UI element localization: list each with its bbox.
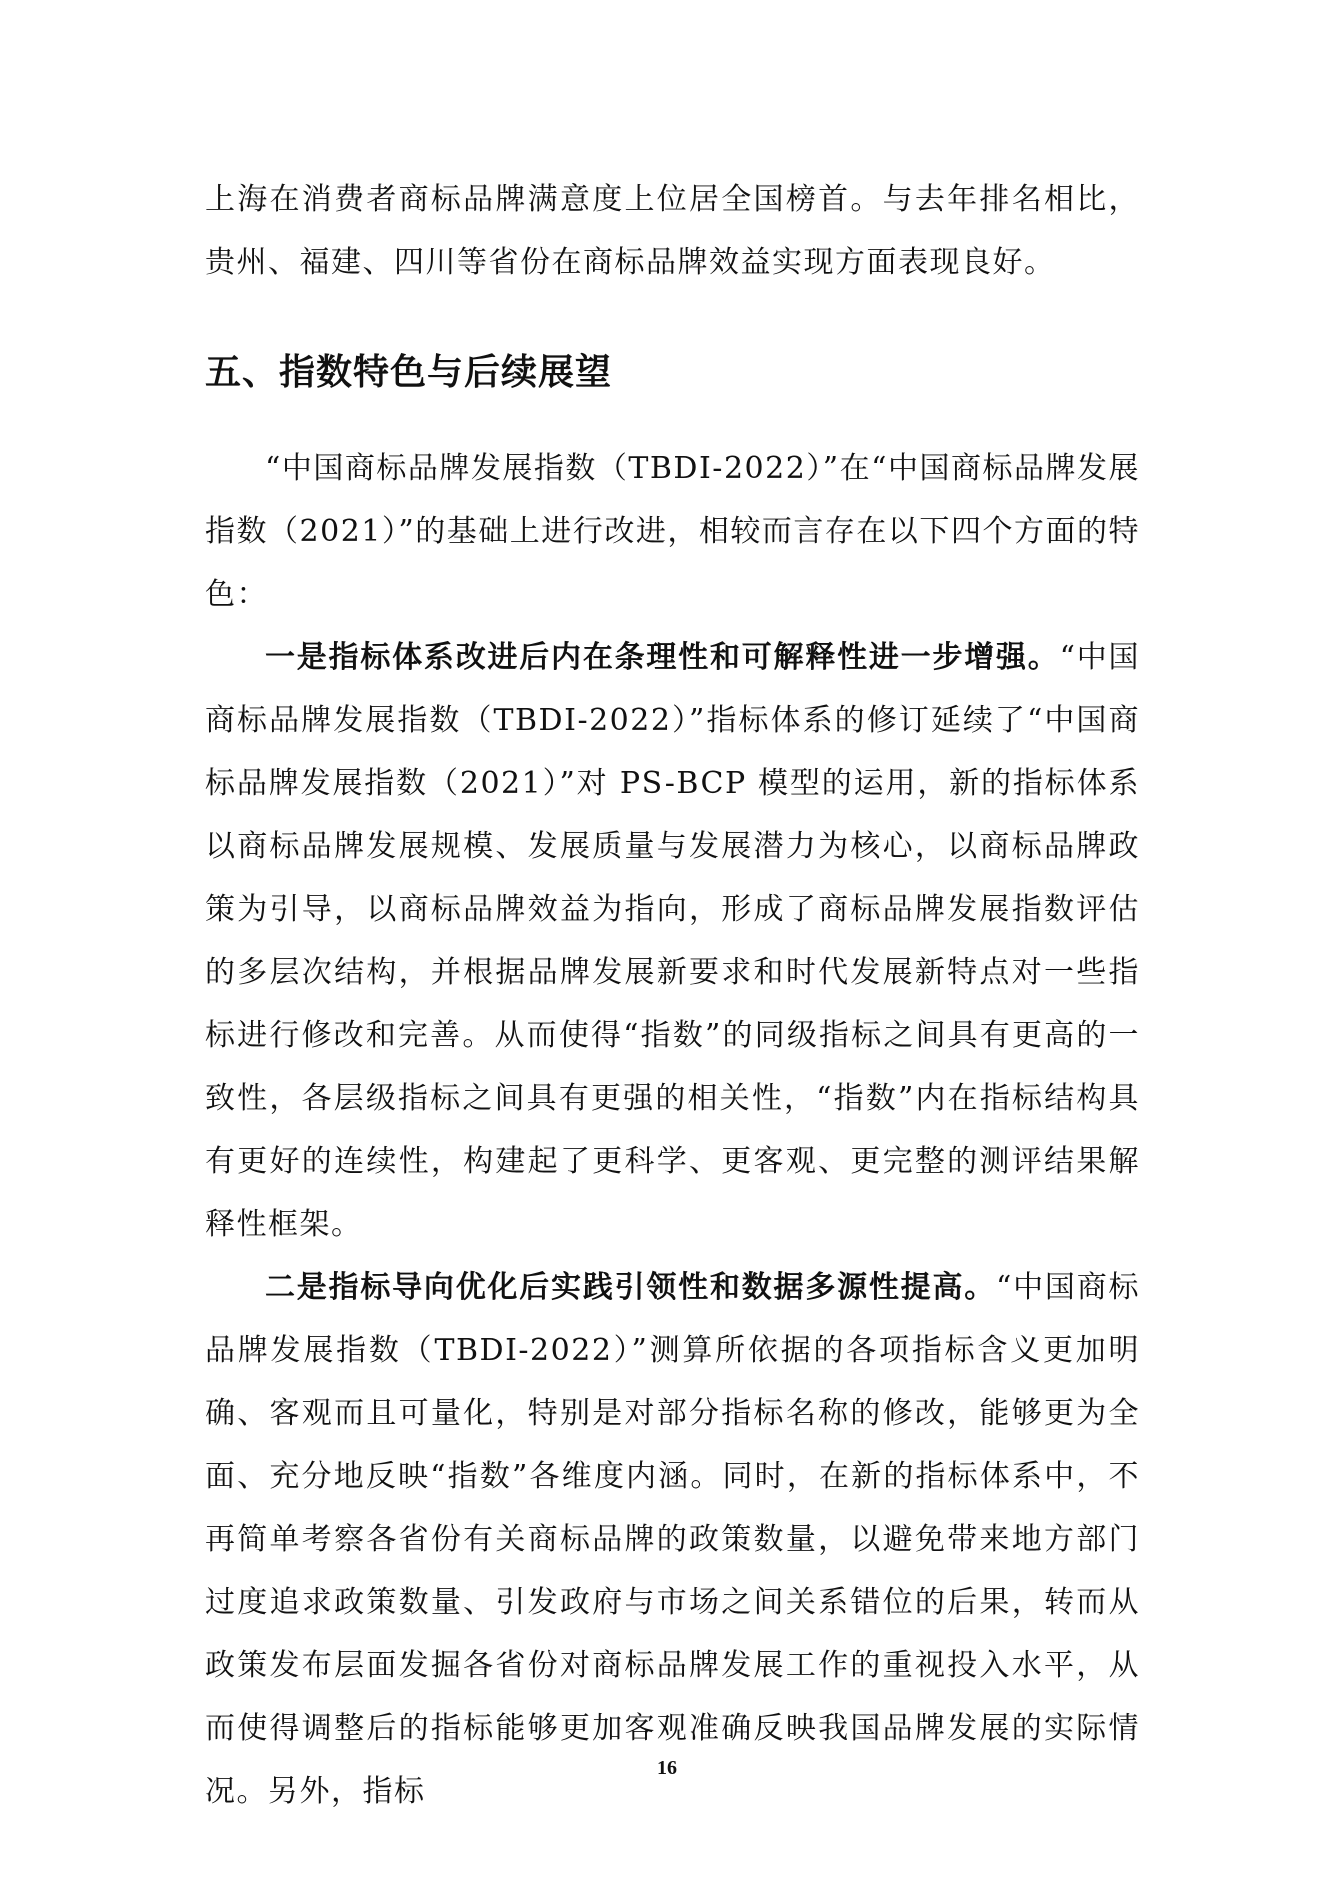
body-paragraphs	[205, 437, 1140, 1823]
feature-1-body: “中国商标品牌发展指数（TBDI-2022）”指标体系的修订延续了“中国商标品牌发展指数（2021）”对 PS-BCP 模型的运用，新的指标体系以商标品牌发展规模、发展质量与发展潜力为核心，以商标品牌政策为引导，以商标品牌效益为指向，形成了商标品牌发展指数评估的多层次结构，并根据品牌发展新要求和时代发展新特点对一些指标进行修改和完善。从而使得“指数”的同级指标之间具有更高的一致性，各层级指标之间具有更强的相关性，“指数”内在指标结构具有更好的连续性，构建起了更科学、更客观、更完整的测评结果解释性框架。	[205, 640, 1140, 1242]
feature-1-lead: 一是指标体系改进后内在条理性和可解释性进一步增强。	[265, 640, 1060, 675]
page-number: 16	[657, 1757, 677, 1779]
feature-paragraph-1	[205, 626, 1140, 1256]
section-heading: 五、指数特色与后续展望	[205, 352, 613, 393]
intro-paragraph: “中国商标品牌发展指数（TBDI-2022）”在“中国商标品牌发展指数（2021）”的基础上进行改进，相较而言存在以下四个方面的特色：	[205, 451, 1140, 612]
feature-2-body: “中国商标品牌发展指数（TBDI-2022）”测算所依据的各项指标含义更加明确、客观而且可量化，特别是对部分指标名称的修改，能够更为全面、充分地反映“指数”各维度内涵。同时，在新的指标体系中，不再简单考察各省份有关商标品牌的政策数量，以避免带来地方部门过度追求政策数量、引发政府与市场之间关系错位的后果，转而从政策发布层面发掘各省份对商标品牌发展工作的重视投入水平，从而使得调整后的指标能够更加客观准确反映我国品牌发展的实际情况。另外，指标	[205, 1270, 1141, 1809]
continuation-paragraph: 上海在消费者商标品牌满意度上位居全国榜首。与去年排名相比，贵州、福建、四川等省份在商标品牌效益实现方面表现良好。	[205, 182, 1140, 280]
feature-paragraph-2	[205, 1256, 1140, 1823]
feature-2-lead: 二是指标导向优化后实践引领性和数据多源性提高。	[265, 1270, 997, 1305]
